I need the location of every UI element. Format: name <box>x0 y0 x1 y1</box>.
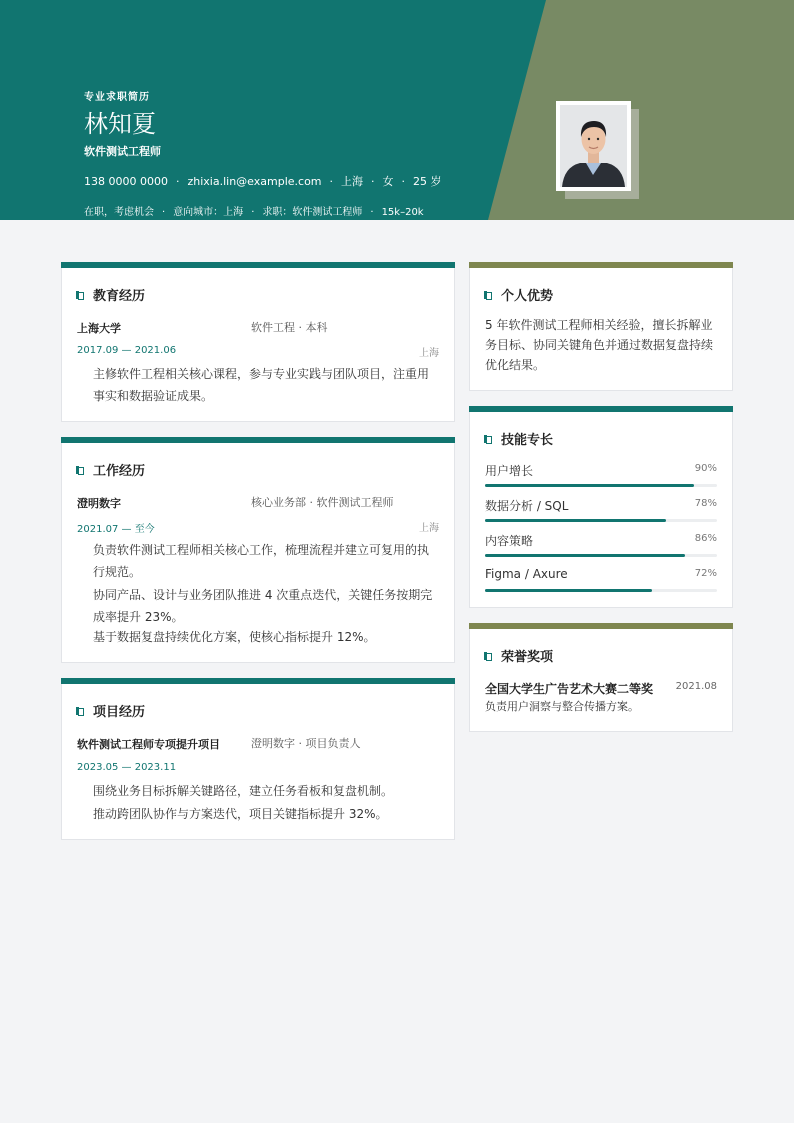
section-icon <box>484 290 493 299</box>
portrait-image <box>560 105 627 187</box>
education-location: 上海 <box>419 348 439 359</box>
education-card <box>61 262 455 422</box>
project-name: 软件测试工程师专项提升项目 <box>77 738 220 751</box>
section-icon <box>76 706 85 715</box>
job-status: 在职，考虑机会 <box>84 207 154 218</box>
section-icon <box>484 651 493 660</box>
skill-name: Figma / Axure <box>485 567 568 581</box>
target-city: 意向城市：上海 <box>173 207 244 218</box>
education-dates: 2017.09 — 2021.06 <box>77 345 177 356</box>
skill-bar-fill <box>485 589 652 592</box>
skill-name: 内容策略 <box>485 534 534 548</box>
work-location: 上海 <box>419 523 439 534</box>
awards-title: 荣誉奖项 <box>484 646 553 665</box>
company-name: 澄明数字 <box>77 497 121 510</box>
skill-bar <box>485 554 717 557</box>
award-name: 全国大学生广告艺术大赛二等奖 <box>485 682 654 696</box>
strengths-text: 5 年软件测试工程师相关经验，擅长拆解业务目标、协同关键角色并通过数据复盘持续优化结果。 <box>485 318 714 372</box>
work-bullet: 基于数据复盘持续优化方案，使核心指标提升 12%。 <box>93 630 376 644</box>
award-date: 2021.08 <box>675 681 717 692</box>
skill-bar-fill <box>485 519 666 522</box>
school-name: 上海大学 <box>77 322 121 335</box>
skill-percent: 90% <box>694 463 717 474</box>
skill-percent: 78% <box>694 498 717 509</box>
phone: 138 0000 0000 <box>84 175 168 188</box>
awards-card <box>469 623 733 732</box>
work-bullet: 协同产品、设计与业务团队推进 4 次重点迭代，关键任务按期完成率提升 23%。 <box>93 588 433 624</box>
skill-bar-fill <box>485 484 694 487</box>
contact-line: 138 0000 0000 · zhixia.lin@example.com · 上海 · 女 · 25 岁 <box>84 175 442 188</box>
skill-bar <box>485 589 717 592</box>
strengths-title: 个人优势 <box>484 285 553 304</box>
project-bullet: 推动跨团队协作与方案迭代，项目关键指标提升 32%。 <box>93 807 388 821</box>
strengths-card <box>469 262 733 391</box>
major: 软件工程 · 本科 <box>251 321 328 334</box>
avatar <box>556 101 631 191</box>
work-dates: 2021.07 — 至今 <box>77 524 155 535</box>
salary: 15k–20k <box>381 207 424 218</box>
project-card <box>61 678 455 840</box>
candidate-role: 软件测试工程师 <box>84 145 161 158</box>
hero-text <box>84 88 442 218</box>
project-bullet: 围绕业务目标拆解关键路径，建立任务看板和复盘机制。 <box>93 784 394 798</box>
section-icon <box>76 465 85 474</box>
project-dates: 2023.05 — 2023.11 <box>77 762 177 773</box>
education-title: 教育经历 <box>76 285 145 304</box>
project-title: 项目经历 <box>76 701 145 720</box>
resume-eyebrow: 专业求职简历 <box>84 92 150 103</box>
education-description: 主修软件工程相关核心课程，参与专业实践与团队项目，注重用事实和数据验证成果。 <box>93 367 430 403</box>
work-card <box>61 437 455 663</box>
project-org-role: 澄明数字 · 项目负责人 <box>251 737 361 750</box>
skills-card <box>469 406 733 608</box>
work-position: 核心业务部 · 软件测试工程师 <box>251 496 394 509</box>
skill-percent: 72% <box>694 568 717 579</box>
work-title: 工作经历 <box>76 460 145 479</box>
section-icon <box>484 434 493 443</box>
skill-bar <box>485 519 717 522</box>
award-description: 负责用户洞察与整合传播方案。 <box>485 700 639 713</box>
candidate-name: 林知夏 <box>84 110 156 138</box>
target-job: 求职：软件测试工程师 <box>262 207 363 218</box>
email: zhixia.lin@example.com <box>187 175 322 188</box>
gender: 女 <box>382 175 394 188</box>
skill-bar-fill <box>485 554 685 557</box>
skill-name: 用户增长 <box>485 464 534 478</box>
job-intent-line: 在职，考虑机会 · 意向城市：上海 · 求职：软件测试工程师 · 15k–20k <box>84 207 424 218</box>
resume-header <box>0 0 794 220</box>
skill-percent: 86% <box>694 533 717 544</box>
skill-bar <box>485 484 717 487</box>
skill-name: 数据分析 / SQL <box>485 499 569 513</box>
section-icon <box>76 290 85 299</box>
skills-title: 技能专长 <box>484 429 553 448</box>
city: 上海 <box>341 175 364 188</box>
work-bullet: 负责软件测试工程师相关核心工作，梳理流程并建立可复用的执行规范。 <box>93 543 430 579</box>
age: 25 岁 <box>413 175 442 188</box>
